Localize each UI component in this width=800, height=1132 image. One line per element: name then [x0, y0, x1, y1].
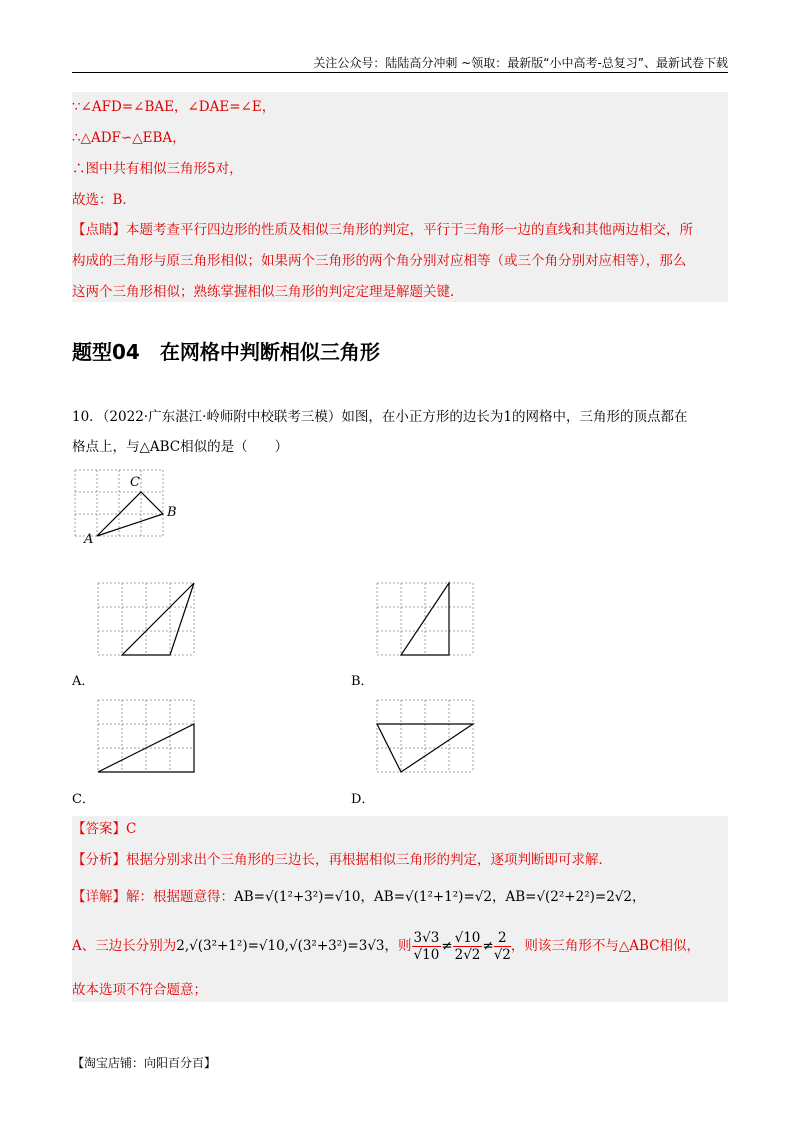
- vertex-b-label: B: [167, 505, 177, 520]
- option-d-figure: [377, 700, 477, 776]
- fraction-1: $\frac{3√3}{√10}$: [413, 930, 440, 963]
- option-c-figure: [98, 700, 198, 776]
- page-footer: 【淘宝店铺：向阳百分百】: [72, 1056, 217, 1070]
- option-c-label: C．: [72, 792, 95, 807]
- opt-a-tail: ，则该三角形不与△ABC相似，: [510, 938, 701, 954]
- analysis-tag: 【分析】: [72, 852, 126, 868]
- opt-a-then: 则: [398, 938, 412, 954]
- option-a-analysis-line: [72, 928, 700, 964]
- answer-value: C: [126, 821, 137, 837]
- line-comment-2: 构成的三角形与原三角形相似；如果两个三角形的两个角分别对应相等（或三个角分别对应相等），那么: [72, 253, 687, 269]
- question-line-1: 10．（2022·广东湛江·岭师附中校联考三模）如图，在小正方形的边长为1的网格中，三角形的顶点都在: [72, 409, 688, 425]
- fraction-3: $\frac{2}{√2}$: [493, 930, 511, 963]
- fraction-2: $\frac{√10}{2√2}$: [454, 930, 481, 963]
- option-d-label: D．: [351, 792, 375, 807]
- neq-2: ≠: [482, 938, 494, 954]
- detail-line: [72, 887, 645, 907]
- option-a-end-line: 故本选项不符合题意；: [72, 982, 207, 998]
- vertex-a-label: A: [84, 532, 94, 547]
- option-a-figure: [98, 583, 198, 659]
- line-comment-3: 这两个三角形相似；熟练掌握相似三角形的判定定理是解题关键．: [72, 284, 464, 300]
- option-a-label: A．: [72, 674, 95, 689]
- neq-1: ≠: [441, 938, 453, 954]
- opt-a-math: 2,√(3²+1²)=√10,√(3²+3²)=3√3，: [176, 938, 399, 954]
- line-comment-1: [72, 220, 693, 240]
- analysis-text: 根据分别求出个三角形的三边长，再根据相似三角形的判定，逐项判断即可求解．: [126, 852, 612, 868]
- line-choice: 故选：B．: [72, 192, 136, 208]
- opt-a-prefix: A、三边长分别为: [72, 938, 177, 954]
- analysis-line: [72, 850, 612, 870]
- option-b-figure: [377, 583, 477, 659]
- line-reason: ∵∠AFD=∠BAE，∠DAE=∠E，: [72, 99, 276, 115]
- line-conclusion: ∴△ADF∽△EBA，: [72, 130, 186, 146]
- solution-block-2: [72, 816, 728, 1002]
- section-heading: 题型04 在网格中判断相似三角形: [72, 340, 380, 364]
- answer-tag: 【答案】: [72, 821, 126, 837]
- option-b-label: B．: [351, 674, 374, 689]
- comment-tag: 【点睛】: [72, 222, 126, 238]
- line-count: ∴图中共有相似三角形5对，: [72, 161, 243, 177]
- page-header: 关注公众号：陆陆高分冲刺 ~领取：最新版“小中高考-总复习”、最新试卷下载: [72, 54, 728, 73]
- detail-math: AB=√(1²+3²)=√10，AB=√(1²+1²)=√2，AB=√(2²+2²)=2√2，: [234, 889, 646, 905]
- comment-text: 本题考查平行四边形的性质及相似三角形的判定，平行于三角形一边的直线和其他两边相交，所: [126, 222, 693, 238]
- question-line-2: 格点上，与△ABC相似的是（ ）: [72, 439, 289, 455]
- detail-tag: 【详解】: [72, 889, 126, 905]
- answer-line: [72, 819, 136, 839]
- vertex-c-label: C: [130, 475, 140, 490]
- detail-intro: 解：根据题意得：: [126, 889, 234, 905]
